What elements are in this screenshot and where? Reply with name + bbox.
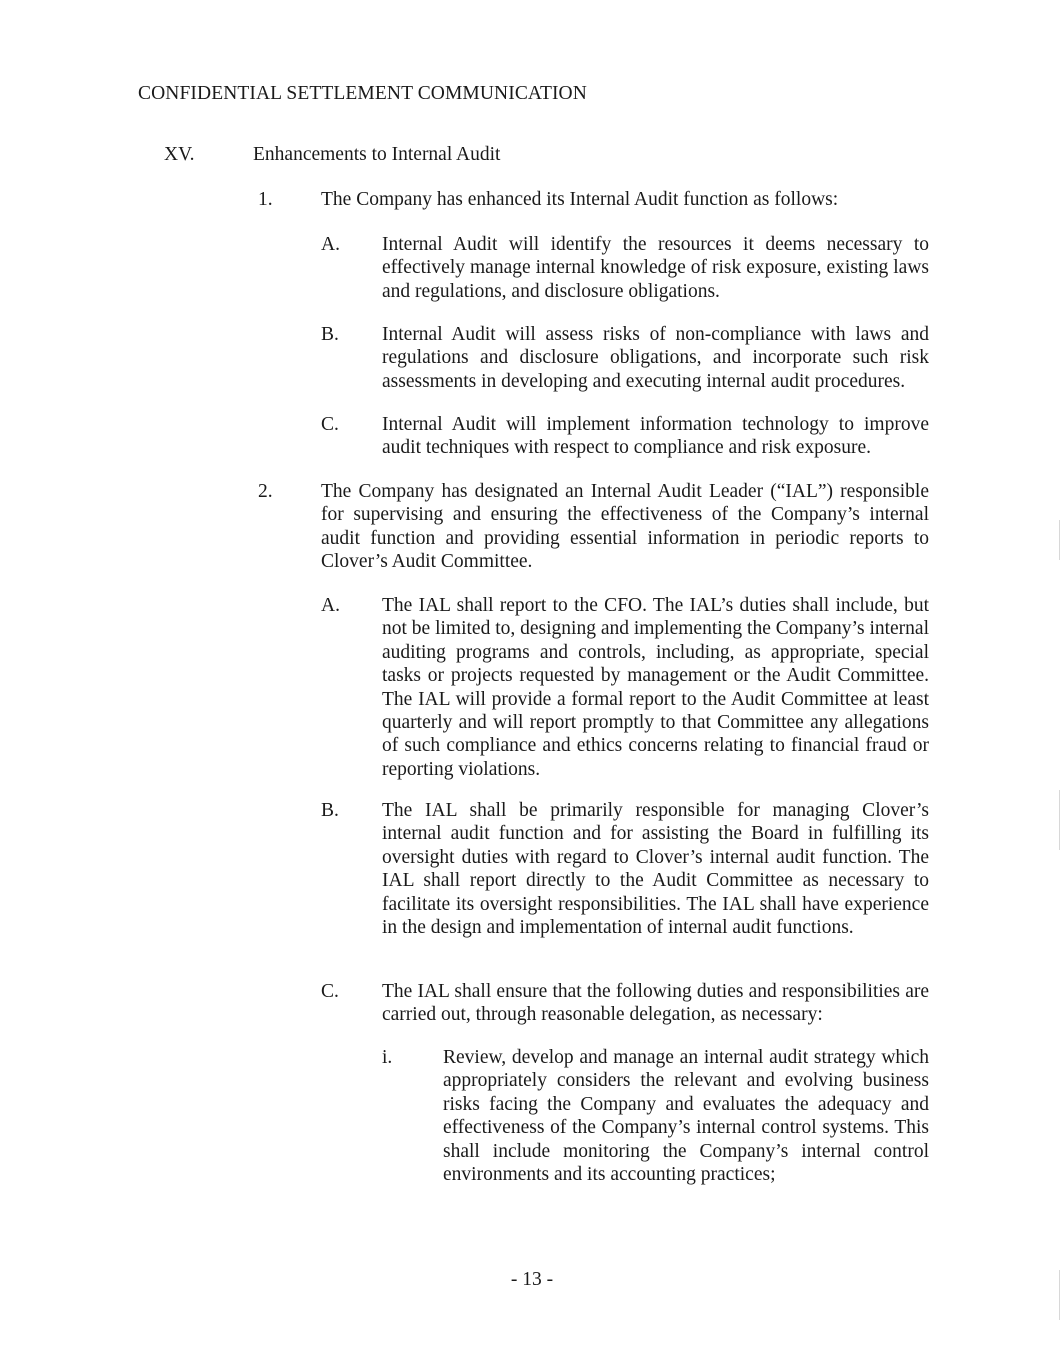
scan-edge-mark: [1059, 520, 1060, 560]
subitem-label: B.: [321, 800, 339, 821]
subsubitem-text: Review, develop and manage an internal audit strategy which appropriately considers the relevant and evolving business risks facing the Company and evaluates the adequacy and effectiveness of the Company’s internal control systems. This shall include monitoring the Company’s internal control environments and its accounting practices;: [443, 1047, 929, 1186]
section-title: Enhancements to Internal Audit: [253, 144, 501, 165]
subitem-text: Internal Audit will assess risks of non-compliance with laws and regulations and disclosure obligations, and incorporate such risk assessments in developing and executing internal audit procedures.: [382, 324, 929, 392]
subitem-text: The IAL shall report to the CFO. The IAL’s duties shall include, but not be limited to, designing and implementing the Company’s internal auditing programs and controls, including, as appropriate, special tasks or projects requested by management or the Audit Committee. The IAL will provide a formal report to the Audit Committee at least quarterly and will report promptly to that Committee any allegations of such compliance and ethics concerns relating to financial fraud or reporting violations.: [382, 595, 929, 780]
page-number: - 13 -: [510, 1269, 554, 1290]
scan-edge-mark: [1059, 1270, 1060, 1320]
subitem-text: The IAL shall be primarily responsible for managing Clover’s internal audit function and for assisting the Board in fulfilling its oversight duties with regard to Clover’s internal audit function. The IAL shall report directly to the Audit Committee as necessary to facilitate its oversight responsibilities. The IAL shall have experience in the design and implementation of internal audit functions.: [382, 800, 929, 939]
item-number: 2.: [258, 481, 273, 502]
item-text: The Company has enhanced its Internal Audit function as follows:: [321, 189, 839, 210]
subitem-label: C.: [321, 414, 339, 435]
scan-edge-mark: [1059, 790, 1060, 850]
item-text: The Company has designated an Internal Audit Leader (“IAL”) responsible for supervising and ensuring the effectiveness of the Company’s internal audit function and providing essential information in periodic reports to Clover’s Audit Committee.: [321, 481, 929, 573]
item-number: 1.: [258, 189, 273, 210]
subitem-text: Internal Audit will identify the resources it deems necessary to effectively manage internal knowledge of risk exposure, existing laws and regulations, and disclosure obligations.: [382, 234, 929, 302]
subsubitem-label: i.: [382, 1047, 393, 1068]
subitem-text: Internal Audit will implement information technology to improve audit techniques with respect to compliance and risk exposure.: [382, 414, 929, 459]
subitem-text: The IAL shall ensure that the following duties and responsibilities are carried out, through reasonable delegation, as necessary:: [382, 981, 929, 1026]
subitem-label: A.: [321, 234, 340, 255]
subitem-label: A.: [321, 595, 340, 616]
confidentiality-header: CONFIDENTIAL SETTLEMENT COMMUNICATION: [138, 83, 587, 104]
subitem-label: B.: [321, 324, 339, 345]
section-number: XV.: [164, 144, 195, 165]
subitem-label: C.: [321, 981, 339, 1002]
